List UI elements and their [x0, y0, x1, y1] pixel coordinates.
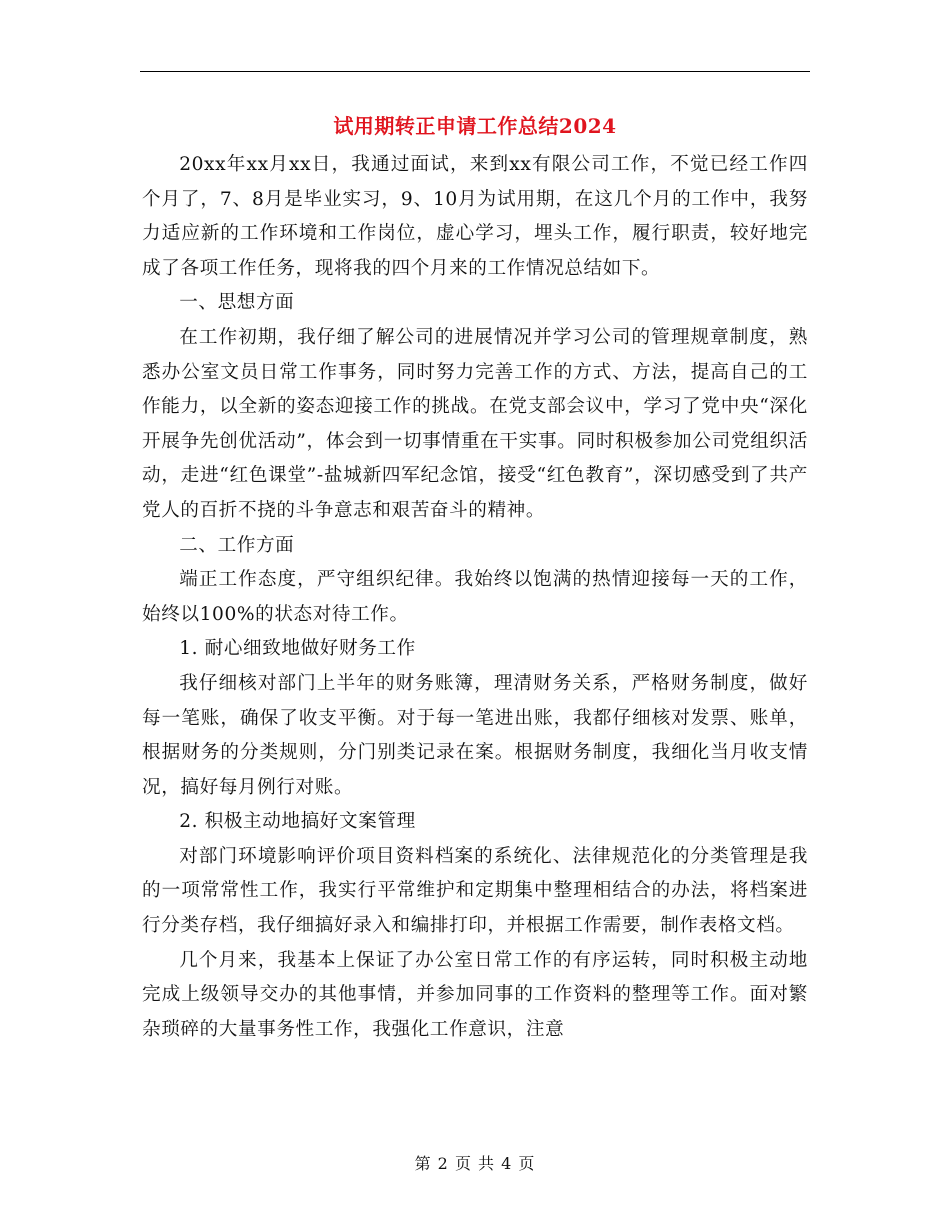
- section-heading: 一、思想方面: [179, 292, 295, 314]
- body-paragraph: 端正工作态度，严守组织纪律。我始终以饱满的热情迎接每一天的工作，始终以100%的状态对待工作。: [142, 569, 808, 625]
- header-rule: [140, 71, 810, 72]
- body-paragraph: 对部门环境影响评价项目资料档案的系统化、法律规范化的分类管理是我的一项常常性工作，我实行平常维护和定期集中整理相结合的办法，将档案进行分类存档，我仔细搞好录入和编排打印，并根据工作需要，制作表格文档。: [142, 845, 808, 937]
- section-heading: 2. 积极主动地搞好文案管理: [179, 811, 416, 833]
- section-heading: 二、工作方面: [179, 534, 295, 556]
- document-body: [142, 148, 808, 1047]
- section-heading: 1. 耐心细致地做好财务工作: [179, 638, 416, 660]
- body-paragraph: 20xx年xx月xx日，我通过面试，来到xx有限公司工作，不觉已经工作四个月了，7、8月是毕业实习，9、10月为试用期，在这几个月的工作中，我努力适应新的工作环境和工作岗位，虚心学习，埋头工作，履行职责，较好地完成了各项工作任务，现将我的四个月来的工作情况总结如下。: [142, 154, 808, 279]
- body-paragraph: 几个月来，我基本上保证了办公室日常工作的有序运转，同时积极主动地完成上级领导交办的其他事情，并参加同事的工作资料的整理等工作。面对繁杂琐碎的大量事务性工作，我强化工作意识，注意: [142, 949, 808, 1040]
- body-paragraph: 在工作初期，我仔细了解公司的进展情况并学习公司的管理规章制度，熟悉办公室文员日常工作事务，同时努力完善工作的方式、方法，提高自己的工作能力，以全新的姿态迎接工作的挑战。在党支部会议中，学习了党中央“深化开展争先创优活动”，体会到一切事情重在干实事。同时积极参加公司党组织活动，走进“红色课堂”-盐城新四军纪念馆，接受“红色教育”，深切感受到了共产党人的百折不挠的斗争意志和艰苦奋斗的精神。: [142, 326, 808, 521]
- document-title: 试用期转正申请工作总结2024: [333, 114, 617, 138]
- page-footer: 第 2 页 共 4 页: [414, 1154, 536, 1173]
- body-paragraph: 我仔细核对部门上半年的财务账簿，理清财务关系，严格财务制度，做好每一笔账，确保了收支平衡。对于每一笔进出账，我都仔细核对发票、账单，根据财务的分类规则，分门别类记录在案。根据财务制度，我细化当月收支情况，搞好每月例行对账。: [142, 672, 808, 798]
